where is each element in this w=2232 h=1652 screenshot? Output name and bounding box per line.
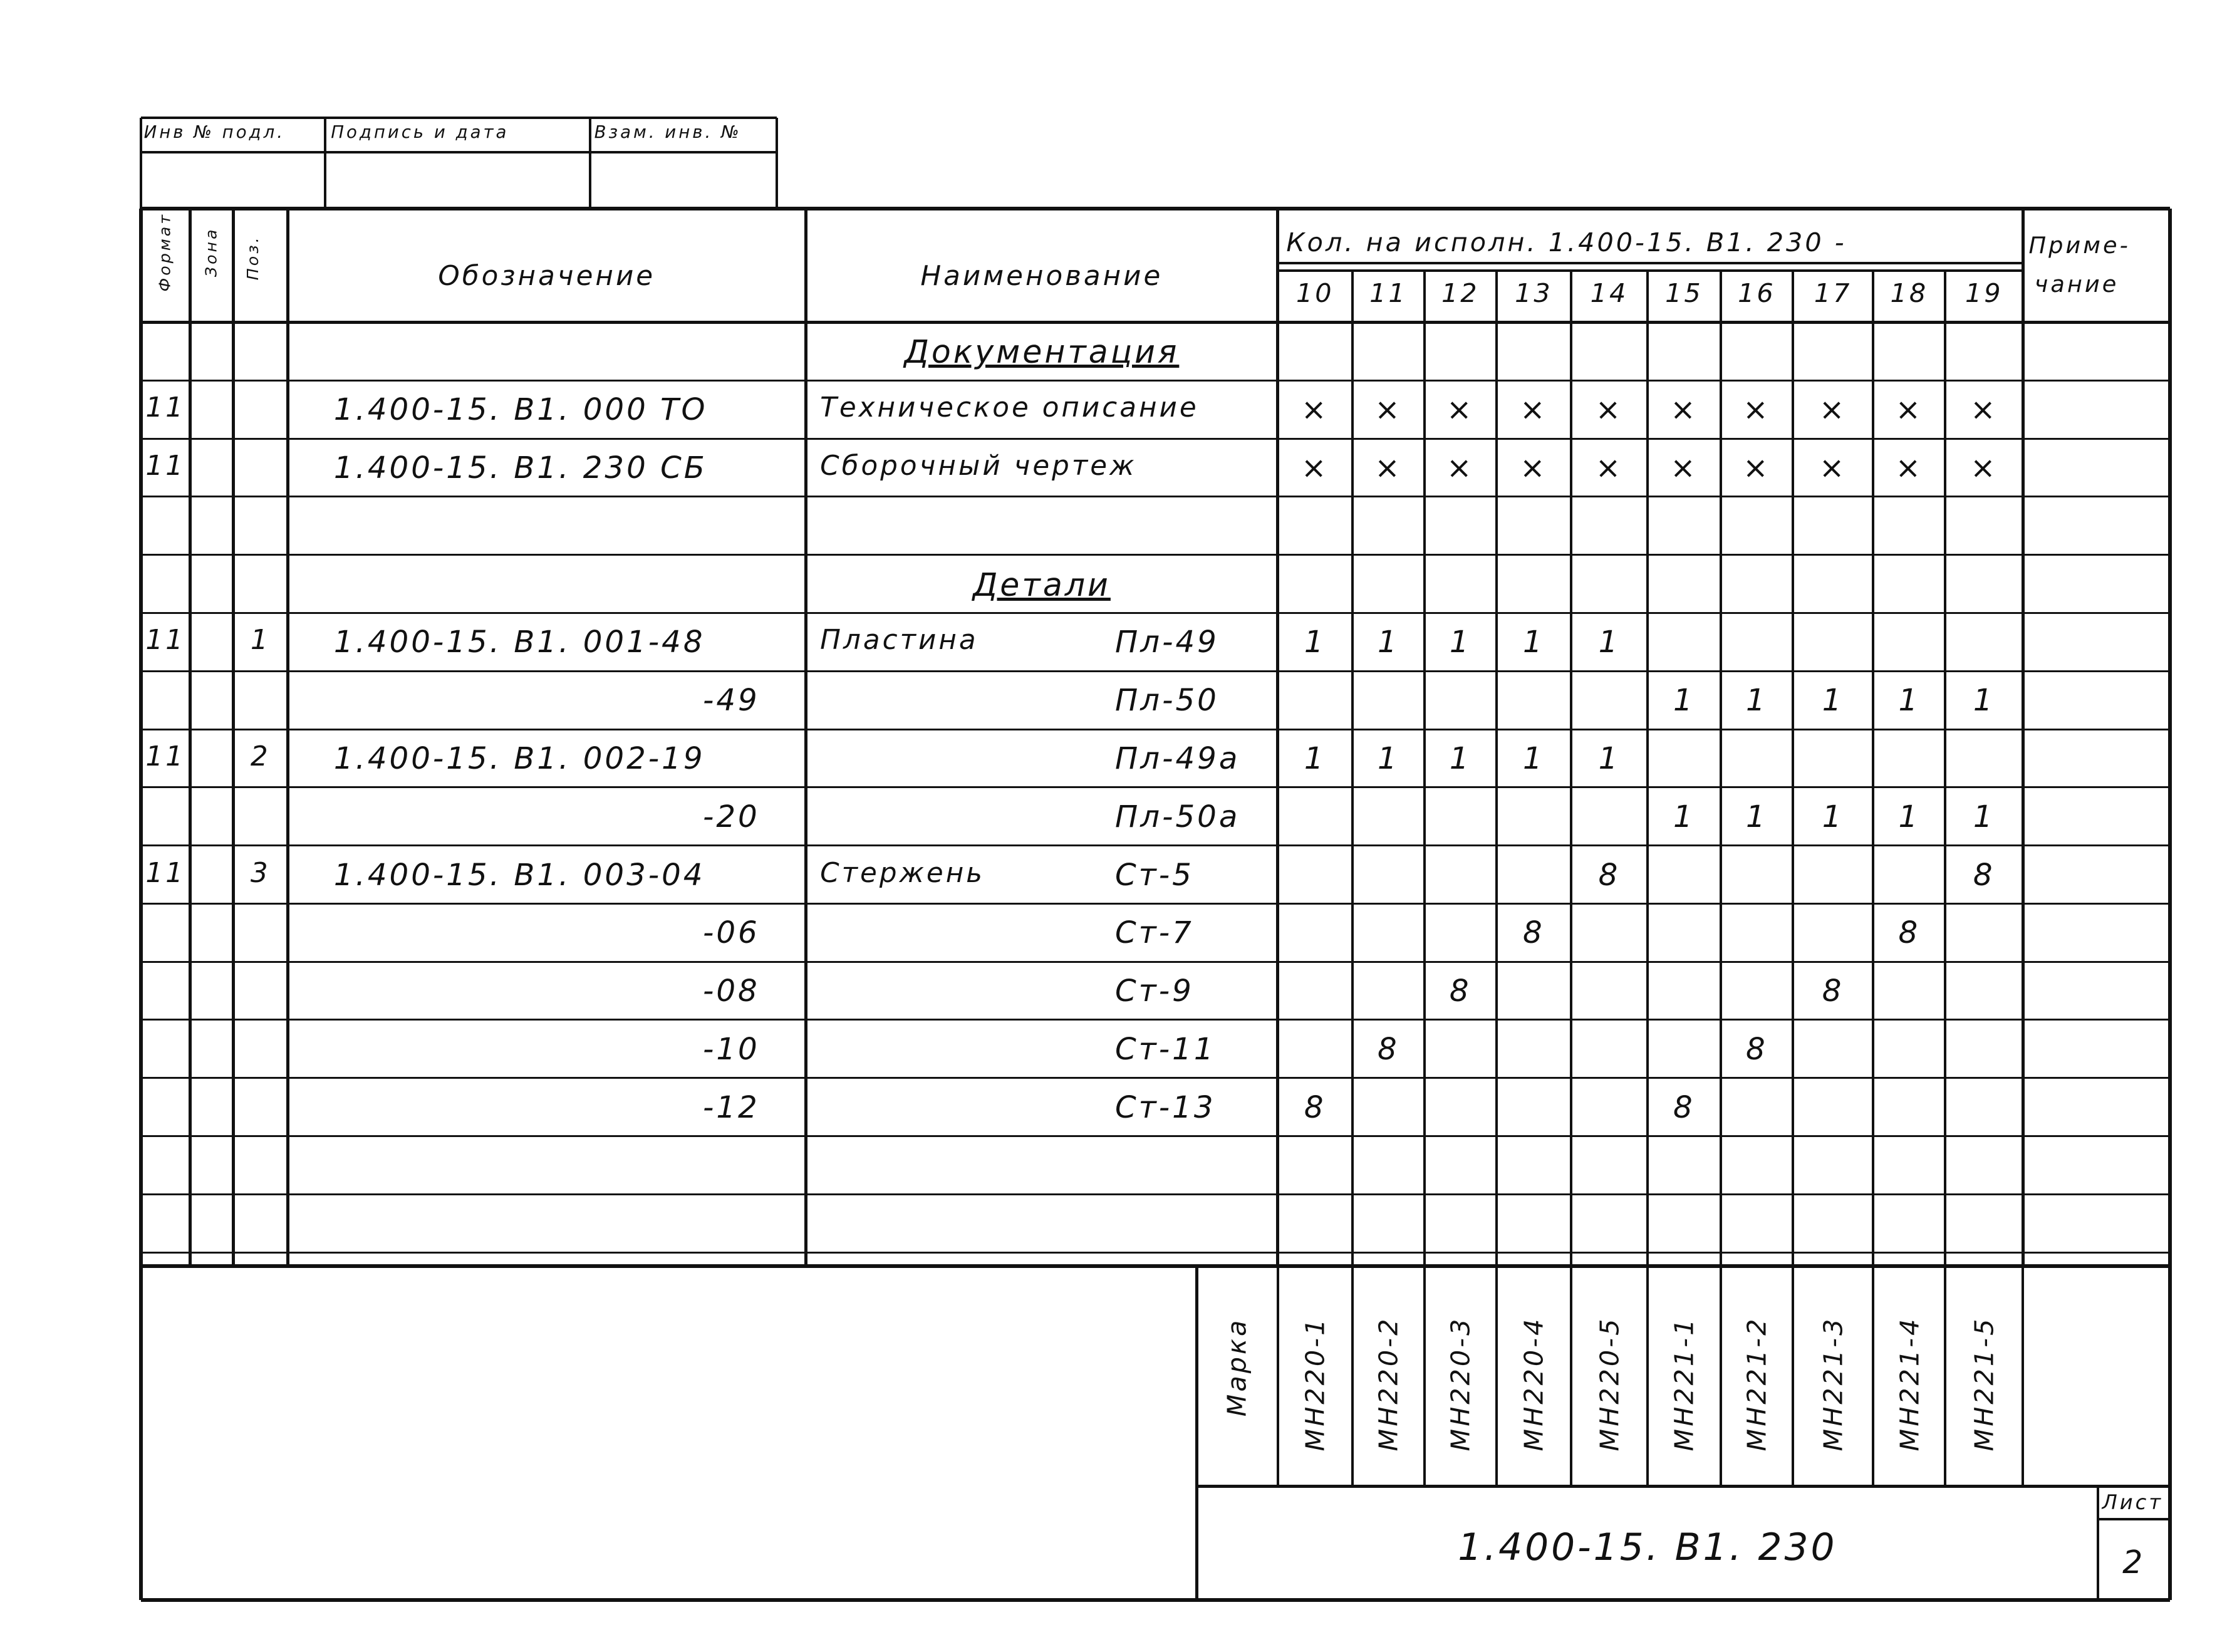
- qty-cell: 1: [1973, 683, 1995, 719]
- inv-no-label: Инв № подл.: [143, 122, 285, 142]
- qty-cell: 1: [1746, 683, 1768, 719]
- row-designation: 1.400-15. В1. 003-04: [333, 857, 705, 893]
- row-name: Техническое описание: [820, 392, 1199, 424]
- qty-cell: 1: [1523, 625, 1545, 660]
- row-name-mark: Ст-5: [1115, 857, 1194, 893]
- row-line: [141, 844, 2169, 846]
- sheet-number: 2: [2122, 1544, 2146, 1581]
- row-line: [141, 1252, 2169, 1254]
- rule-line: [140, 118, 142, 209]
- rule-line: [2022, 209, 2025, 1266]
- rule-line: [1495, 1266, 1498, 1486]
- qty-cell: ×: [1446, 450, 1475, 486]
- row-line: [141, 438, 2169, 440]
- marka-item: МН221-2: [1741, 1317, 1772, 1452]
- marka-label: Марка: [1222, 1317, 1252, 1416]
- marka-item: МН220-1: [1300, 1317, 1331, 1452]
- header-note-2: чание: [2034, 271, 2119, 298]
- marka-item: МН220-5: [1594, 1317, 1624, 1452]
- qty-cell: 1: [1378, 625, 1399, 660]
- qty-cell: 1: [1449, 740, 1472, 776]
- row-designation: 1.400-15. В1. 002-19: [333, 740, 705, 776]
- qty-cell: 8: [1973, 857, 1995, 893]
- rule-line: [286, 209, 289, 1266]
- variant-header-12: 12: [1441, 278, 1480, 308]
- row-name-mark: Пл-49а: [1115, 740, 1240, 776]
- rule-line: [1646, 1266, 1649, 1486]
- section-heading: Детали: [972, 566, 1111, 603]
- row-format: 11: [145, 857, 185, 889]
- header-zone: Зона: [202, 227, 221, 277]
- rule-line: [1720, 1266, 1722, 1486]
- rule-line: [141, 321, 2169, 324]
- qty-cell: 1: [1523, 740, 1545, 776]
- qty-cell: ×: [1301, 450, 1329, 486]
- qty-cell: ×: [1743, 450, 1771, 486]
- row-designation: 1.400-15. В1. 230 СБ: [333, 450, 707, 486]
- variant-header-10: 10: [1295, 278, 1334, 308]
- row-format: 11: [145, 625, 185, 657]
- row-line: [141, 961, 2169, 963]
- row-designation: -08: [702, 974, 760, 1009]
- header-name: Наименование: [920, 261, 1163, 293]
- rule-line: [1197, 1485, 2170, 1488]
- rule-line: [1278, 262, 2023, 264]
- qty-cell: ×: [1595, 392, 1624, 428]
- doc-number: 1.400-15. В1. 230: [1458, 1526, 1837, 1570]
- row-line: [141, 1135, 2169, 1137]
- qty-cell: 8: [1523, 915, 1545, 951]
- qty-cell: 1: [1673, 683, 1695, 719]
- qty-cell: 1: [1973, 799, 1995, 834]
- qty-cell: ×: [1374, 450, 1403, 486]
- marka-item: МН220-2: [1373, 1317, 1404, 1452]
- rule-line: [589, 118, 591, 209]
- row-designation: -06: [702, 915, 760, 951]
- rule-line: [1570, 1266, 1572, 1486]
- marka-item: МН220-4: [1518, 1317, 1549, 1452]
- row-line: [141, 554, 2169, 556]
- vzam-label: Взам. инв. №: [594, 122, 742, 142]
- row-line: [141, 1193, 2169, 1195]
- qty-cell: 1: [1378, 740, 1399, 776]
- row-line: [141, 903, 2169, 905]
- row-name-mark: Пл-50а: [1115, 799, 1240, 834]
- qty-cell: 1: [1673, 799, 1695, 834]
- row-name-mark: Пл-50: [1115, 683, 1219, 719]
- rule-line: [1351, 1266, 1354, 1486]
- qty-cell: ×: [1970, 450, 1998, 486]
- qty-cell: ×: [1970, 392, 1998, 428]
- row-format: 11: [145, 392, 185, 424]
- row-name-mark: Ст-11: [1115, 1031, 1216, 1067]
- row-line: [141, 670, 2169, 672]
- qty-cell: ×: [1520, 392, 1548, 428]
- qty-cell: 1: [1304, 625, 1326, 660]
- qty-cell: ×: [1520, 450, 1548, 486]
- qty-cell: 8: [1304, 1089, 1326, 1125]
- header-qty-title: Кол. на исполн. 1.400-15. В1. 230 -: [1286, 227, 1847, 258]
- marka-item: МН221-5: [1969, 1317, 2000, 1452]
- rule-line: [2098, 1518, 2170, 1520]
- row-line: [141, 380, 2169, 382]
- row-name-mark: Ст-7: [1115, 915, 1194, 951]
- qty-cell: ×: [1819, 450, 1847, 486]
- row-name: Пластина: [820, 625, 978, 657]
- rule-line: [1872, 1266, 1874, 1486]
- row-designation: 1.400-15. В1. 000 ТО: [333, 392, 708, 428]
- rule-line: [1277, 1266, 1279, 1486]
- row-line: [141, 612, 2169, 614]
- qty-cell: 8: [1746, 1031, 1768, 1067]
- row-line: [141, 729, 2169, 730]
- variant-header-11: 11: [1369, 278, 1408, 308]
- marka-item: МН220-3: [1445, 1317, 1476, 1452]
- row-designation: -10: [702, 1031, 760, 1067]
- rule-line: [189, 209, 192, 1266]
- qty-cell: ×: [1670, 392, 1698, 428]
- rule-line: [141, 151, 777, 153]
- row-line: [141, 786, 2169, 788]
- qty-cell: 8: [1598, 857, 1621, 893]
- sheet-label: Лист: [2102, 1490, 2164, 1514]
- variant-header-18: 18: [1890, 278, 1929, 308]
- variant-header-14: 14: [1590, 278, 1629, 308]
- header-format: Формат: [155, 212, 174, 292]
- variant-header-13: 13: [1515, 278, 1553, 308]
- row-line: [141, 1077, 2169, 1079]
- qty-cell: 1: [1304, 740, 1326, 776]
- marka-item: МН221-1: [1669, 1317, 1700, 1452]
- rule-line: [776, 118, 778, 209]
- qty-cell: 1: [1898, 799, 1921, 834]
- row-name-mark: Ст-13: [1115, 1089, 1216, 1125]
- qty-cell: ×: [1895, 450, 1924, 486]
- row-pos: 3: [250, 857, 271, 889]
- qty-cell: ×: [1595, 450, 1624, 486]
- row-line: [141, 1019, 2169, 1021]
- qty-cell: 8: [1378, 1031, 1399, 1067]
- qty-cell: 1: [1898, 683, 1921, 719]
- qty-cell: ×: [1895, 392, 1924, 428]
- qty-cell: ×: [1301, 392, 1329, 428]
- qty-cell: ×: [1743, 392, 1771, 428]
- qty-cell: 1: [1449, 625, 1472, 660]
- qty-cell: 1: [1598, 625, 1621, 660]
- sign-date-label: Подпись и дата: [331, 122, 509, 142]
- header-note-1: Приме-: [2028, 232, 2131, 259]
- qty-cell: ×: [1819, 392, 1847, 428]
- qty-cell: 1: [1822, 683, 1844, 719]
- variant-header-17: 17: [1814, 278, 1852, 308]
- row-designation: -20: [702, 799, 760, 834]
- header-pos: Поз.: [243, 235, 262, 281]
- rule-line: [1944, 1266, 1946, 1486]
- section-heading: Документация: [904, 333, 1180, 371]
- variant-header-16: 16: [1738, 278, 1776, 308]
- qty-cell: ×: [1374, 392, 1403, 428]
- qty-cell: 8: [1898, 915, 1921, 951]
- row-line: [141, 496, 2169, 497]
- rule-line: [1792, 1266, 1794, 1486]
- rule-line: [232, 209, 235, 1266]
- qty-cell: 8: [1822, 974, 1844, 1009]
- qty-cell: 1: [1746, 799, 1768, 834]
- qty-cell: 8: [1449, 974, 1472, 1009]
- row-name: Сборочный чертеж: [820, 450, 1137, 482]
- marka-item: МН221-4: [1894, 1317, 1924, 1452]
- rule-line: [2022, 1266, 2024, 1486]
- qty-cell: 1: [1598, 740, 1621, 776]
- variant-header-19: 19: [1965, 278, 2003, 308]
- rule-line: [141, 207, 2169, 210]
- rule-line: [141, 117, 777, 119]
- row-name-mark: Ст-9: [1115, 974, 1194, 1009]
- row-name-mark: Пл-49: [1115, 625, 1219, 660]
- row-pos: 1: [250, 625, 271, 657]
- variant-header-15: 15: [1665, 278, 1703, 308]
- row-designation: -12: [702, 1089, 760, 1125]
- row-pos: 2: [250, 740, 271, 772]
- row-designation: 1.400-15. В1. 001-48: [333, 625, 705, 660]
- header-designation: Обозначение: [438, 261, 656, 293]
- body-bottom-line: [141, 1264, 2169, 1268]
- marka-item: МН221-3: [1818, 1317, 1849, 1452]
- row-format: 11: [145, 740, 185, 772]
- rule-line: [324, 118, 326, 209]
- rule-line: [141, 1598, 2169, 1602]
- qty-cell: ×: [1670, 450, 1698, 486]
- row-name: Стержень: [820, 857, 985, 889]
- row-format: 11: [145, 450, 185, 482]
- row-designation: -49: [702, 683, 760, 719]
- qty-cell: 1: [1822, 799, 1844, 834]
- qty-cell: 8: [1673, 1089, 1695, 1125]
- rule-line: [1278, 269, 2023, 272]
- rule-line: [1423, 1266, 1426, 1486]
- qty-cell: ×: [1446, 392, 1475, 428]
